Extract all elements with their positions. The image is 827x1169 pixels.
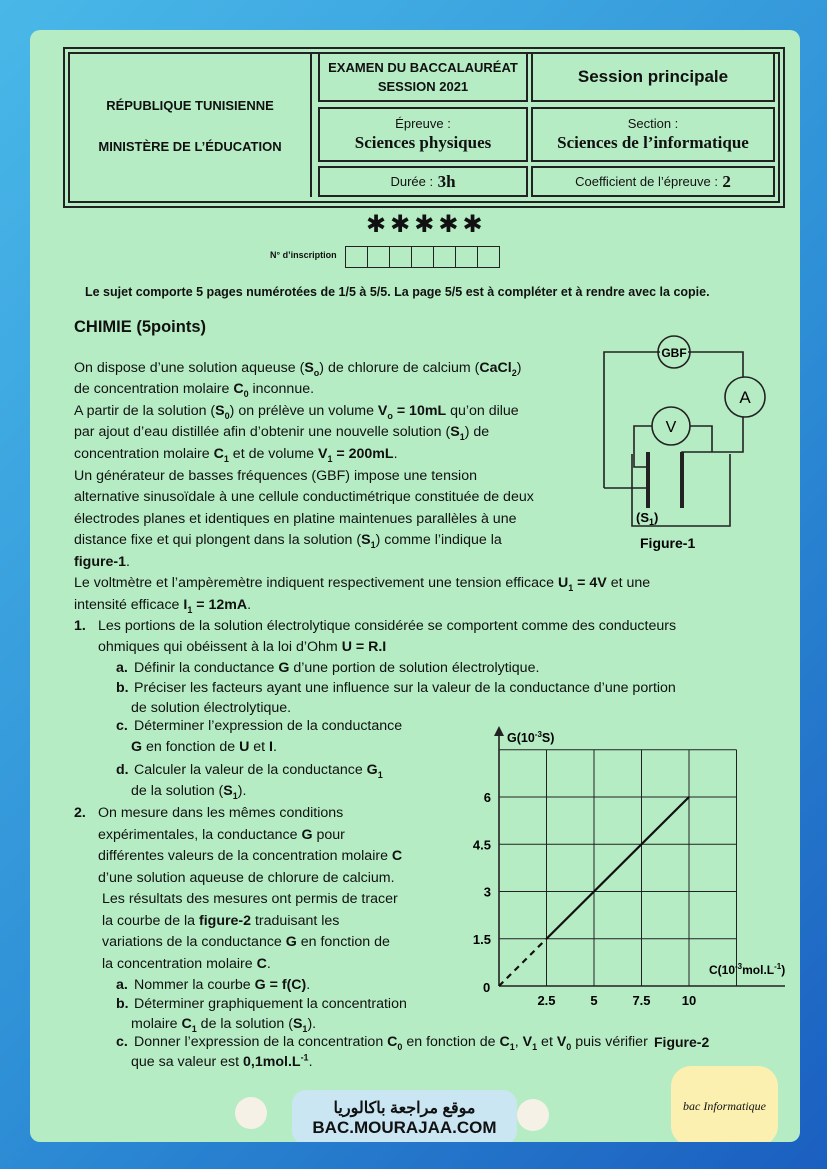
q2a-letter: a. [116,977,128,993]
origin-label: 0 [483,980,491,995]
q2-line: la concentration molaire C. [102,956,271,972]
gbf-label: GBF [661,346,687,360]
epreuve-cell [318,107,528,162]
voltmeter-wire-right [690,426,712,452]
y-tick-label: 4.5 [472,837,491,853]
site-url[interactable]: BAC.MOURAJAA.COM [312,1117,497,1137]
y-axis-arrow [494,726,504,736]
voltmeter-label: V [665,419,677,436]
q1d-text: de la solution $(S_1)$. [131,783,247,801]
q1d-text: Calculer la valeur de la conductance $G_1$ [134,762,383,780]
intro-line: de concentration molaire $C_0$ inconnue. [74,381,315,399]
x-tick-label: 2.5 [537,993,556,1008]
q2-line: d’une solution aqueuse de chlorure de calcium. [98,870,395,886]
republic-label: RÉPUBLIQUE TUNISIENNE [106,97,274,113]
figure-1-circuit [590,330,790,560]
duree-cell [318,166,528,197]
intro-line: par ajout d’eau distillée afin d’obtenir une nouvelle solution $(S_1)$ de [74,424,490,442]
ammeter-label: A [739,388,751,407]
coefficient-cell [531,166,775,197]
q1a-text: Définir la conductance G d’une portion de solution électrolytique. [134,660,540,676]
series-line-extrapolated [499,939,547,986]
x-tick-label: 10 [681,993,697,1008]
exam-session: SESSION 2021 [377,79,469,94]
intro-line: distance fixe et qui plongent dans la solution $(S_1)$ comme l’indique la [74,532,502,550]
x-tick-label: 5 [590,993,598,1008]
intro-line: concentration molaire $C_1$ et de volume $V_1 = 200mL$. [74,446,398,464]
series-line-measured [547,797,690,939]
badge-text: bac Informatique [683,1098,766,1113]
intro-line: alternative sinusoïdale à une cellule conductimétrique constituée de deux [74,489,534,505]
stars-decoration: ✱✱✱✱✱ [366,211,487,238]
site-banner[interactable] [292,1090,517,1142]
section-value: Sciences de l’informatique [557,133,749,152]
q2-line: Les résultats des mesures ont permis de tracer [102,891,398,907]
y-axis-label: $G(10^{-3}S)$ [507,730,555,745]
q1b-text: de solution électrolytique. [131,700,292,716]
intro-line: Le voltmètre et l’ampèremètre indiquent respectivement une tension efficace $U_1 = 4V$ et une [74,575,651,593]
q2c-text: Donner l’expression de la concentration $C_0$ en fonction de $C_1$, $V_1$ et $V_0$ puis vérifier [134,1034,648,1052]
y-tick-label: 1.5 [472,931,491,947]
inscription-label: N° d’inscription [270,250,337,260]
y-tick-label: 3 [483,884,491,900]
section-title: CHIMIE (5points) [74,318,206,336]
circuit-wire-right [688,352,743,377]
header-divider [310,54,312,197]
solution-label: $(S_1)$ [636,510,659,527]
exam-title: EXAMEN DU BACCALAURÉAT [328,60,518,75]
y-tick-label: 6 [483,790,491,805]
q1-line: Les portions de la solution électrolytique considérée se comportent comme des conducteurs [98,618,677,634]
q2-line: la courbe de la figure-2 traduisant les [102,913,340,929]
inscription-field[interactable] [346,246,500,268]
figure-2-chart [455,720,800,1030]
q1c-text: G en fonction de U et I. [131,739,277,755]
site-logo-right-icon [517,1099,549,1131]
site-logo-left-icon [235,1097,267,1129]
duree-value: 3h [437,171,456,191]
intro-line: A partir de la solution $(S_0)$ on prélève un volume $V_o = 10mL$ qu’on dilue [74,403,519,421]
q1a-letter: a. [116,660,128,676]
notice-text: Le sujet comporte 5 pages numérotées de 1/5 à 5/5. La page 5/5 est à compléter et à rendre avec la copie. [85,285,710,299]
coefficient-value: 2 [722,171,731,191]
section-label: Section : [627,116,679,131]
q2a-text: Nommer la courbe G = f(C). [134,977,311,993]
q2-line: différentes valeurs de la concentration molaire C [98,848,403,864]
site-arabic-name: موقع مراجعة باكالوريا [333,1099,476,1117]
q2-line: variations de la conductance G en fonction de [102,934,390,950]
q1d-letter: d. [116,762,129,778]
q1c-text: Déterminer l’expression de la conductance [134,718,403,734]
intro-line: figure-1. [74,554,130,570]
q2-line: expérimentales, la conductance G pour [98,827,345,843]
intro-line: On dispose d’une solution aqueuse $(S_o)$ de chlorure de calcium (CaCl$_2$) [74,360,522,378]
intro-line: intensité efficace $I_1 = 12mA$. [74,597,252,615]
q1c-letter: c. [116,718,128,734]
q2b-letter: b. [116,996,129,1012]
bac-informatique-badge [671,1066,778,1142]
epreuve-label: Épreuve : [395,116,451,131]
coefficient-label: Coefficient de l’épreuve : [575,174,718,189]
section-cell [531,107,775,162]
intro-line: électrodes planes et identiques en platine maintenues parallèles à une [74,511,517,527]
intro-line: Un générateur de basses fréquences (GBF) impose une tension [74,468,477,484]
figure-2-caption-text: Figure-2 [654,1034,710,1050]
q2b-text: molaire $C_1$ de la solution $(S_1)$. [131,1016,317,1034]
session-type: Session principale [577,67,729,86]
session-type-cell [531,52,775,102]
q2-number: 2. [74,805,86,821]
q1b-text: Préciser les facteurs ayant une influence sur la valeur de la conductance d’une portion [134,680,676,696]
q2b-text: Déterminer graphiquement la concentration [134,996,407,1012]
x-axis-label: $C(10^{-3}mol.L^{-1})$ [709,962,786,977]
duree-label: Durée : [390,174,434,189]
ministry-label: MINISTÈRE DE L’ÉDUCATION [98,138,282,154]
q2-line: On mesure dans les mêmes conditions [98,805,344,821]
q1-line: ohmiques qui obéissent à la loi d’Ohm U = R.I [98,639,387,655]
x-tick-label: 7.5 [632,993,651,1008]
epreuve-value: Sciences physiques [354,133,492,152]
q2c-letter: c. [116,1034,128,1050]
q1b-letter: b. [116,680,129,696]
q1-number: 1. [74,618,86,634]
header-left-cell [70,54,310,197]
figure-1-caption: Figure-1 [640,535,696,551]
exam-title-cell [318,52,528,102]
exam-page [30,30,800,1142]
q2c-text: que sa valeur est $0,1mol.L^{-1}$. [131,1052,313,1070]
